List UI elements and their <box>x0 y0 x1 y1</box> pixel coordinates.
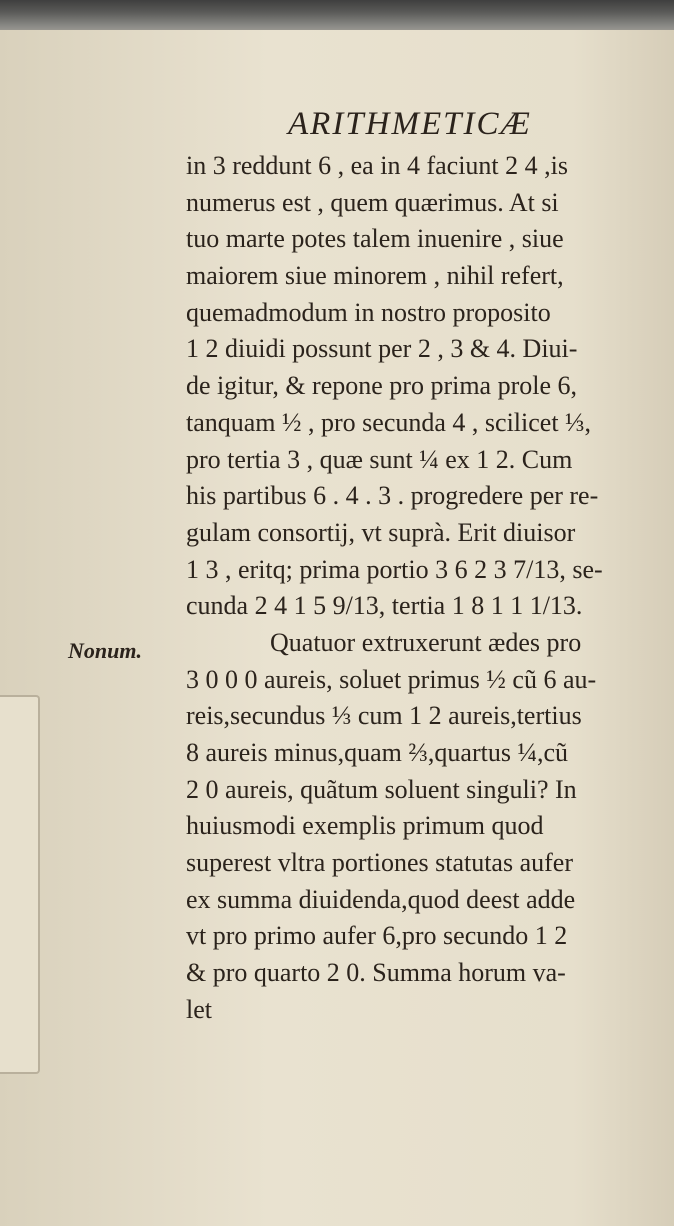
text-line: gulam consortij, vt suprà. Erit diuisor <box>186 517 576 547</box>
text-line: maiorem siue minorem , nihil refert, <box>186 261 564 291</box>
margin-note: Nonum. <box>68 638 142 663</box>
text-line: & pro quarto 2 0. Summa horum va- <box>186 958 566 988</box>
text-line: tuo marte potes talem inuenire , siue <box>186 224 564 254</box>
running-head: ARITHMETICÆ <box>288 106 532 142</box>
text-line: quemadmodum in nostro proposito <box>186 297 551 327</box>
text-line: ex summa diuidenda,quod deest adde <box>186 884 576 914</box>
text-line: pro tertia 3 , quæ sunt ¼ ex 1 2. Cum <box>186 444 573 474</box>
text-line: reis,secundus ⅓ cum 1 2 aureis,tertius <box>186 701 582 731</box>
text-line: 1 3 , eritq; prima portio 3 6 2 3 7/13, se- <box>186 554 603 584</box>
text-line: 1 2 diuidi possunt per 2 , 3 & 4. Diui- <box>186 334 578 364</box>
text-line: superest vltra portiones statutas aufer <box>186 848 573 878</box>
text-line: Quatuor extruxerunt ædes pro <box>270 627 582 657</box>
text-line: vt pro primo aufer 6,pro secundo 1 2 <box>186 921 568 951</box>
text-line: his partibus 6 . 4 . 3 . progredere per re- <box>186 481 599 511</box>
text-line: tanquam ½ , pro secunda 4 , scilicet ⅓, <box>186 407 592 437</box>
text-line: 8 aureis minus,quam ⅔,quartus ¼,cũ <box>186 738 568 767</box>
text-line: de igitur, & repone pro prima prole 6, <box>186 371 578 401</box>
page-tab <box>0 695 40 1074</box>
text-line: in 3 reddunt 6 , ea in 4 faciunt 2 4 ,is <box>186 151 568 180</box>
text-line: numerus est , quem quærimus. At si <box>186 187 559 217</box>
body-text <box>186 148 674 1029</box>
text-line: huiusmodi exemplis primum quod <box>186 811 544 841</box>
text-line: cunda 2 4 1 5 9/13, tertia 1 8 1 1 1/13. <box>186 591 583 621</box>
text-line: 2 0 aureis, quãtum soluent singuli? In <box>186 774 577 804</box>
text-line: 3 0 0 0 aureis, soluet primus ½ cũ 6 au- <box>186 664 597 694</box>
text-line: let <box>186 994 212 1024</box>
